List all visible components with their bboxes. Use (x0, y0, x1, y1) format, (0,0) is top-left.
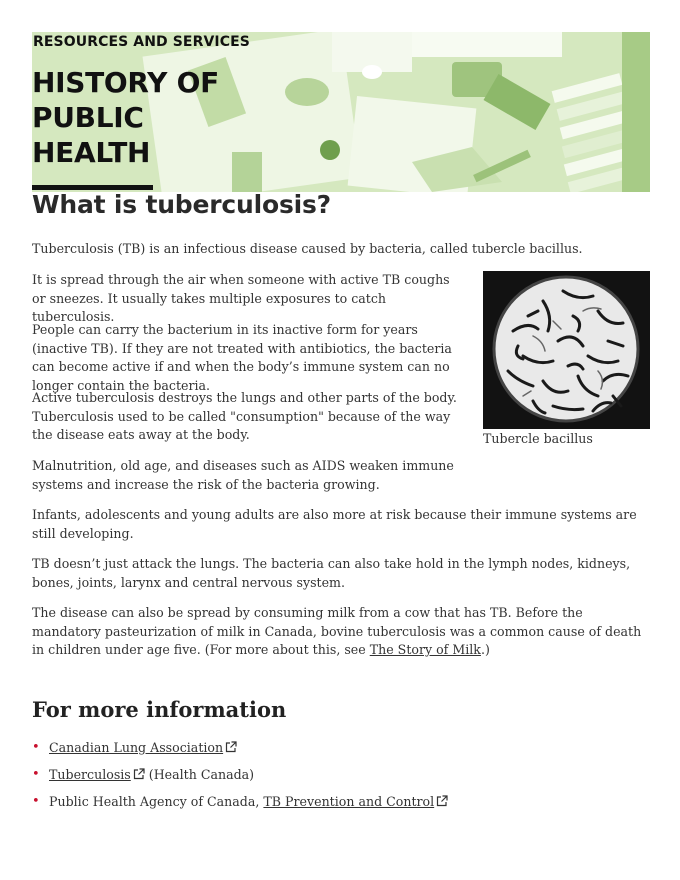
paragraph: Tuberculosis (TB) is an infectious disease caused by bacteria, called tubercle bacillus. (32, 241, 583, 256)
external-link-icon[interactable] (133, 768, 145, 780)
tb-prevention-and-control-link[interactable]: TB Prevention and Control (263, 794, 435, 809)
list-item (32, 766, 448, 793)
hero-title-line: HEALTH (32, 136, 151, 169)
page-heading: What is tuberculosis? (32, 190, 331, 219)
hero-banner (32, 32, 650, 192)
milk-paragraph-text: The disease can also be spread by consuming milk from a cow that has TB. Before the mandatory pasteurization of milk in Canada, bovine tuberculosis was a common cause of death in children under age five. (For more about this, see (32, 605, 642, 657)
list-item-suffix: (Health Canada) (144, 767, 255, 782)
story-of-milk-link[interactable]: The Story of Milk (369, 642, 481, 657)
paragraph: Infants, adolescents and young adults are also more at risk because their immune systems are still developing. (32, 507, 637, 541)
tuberculosis-link[interactable]: Tuberculosis (49, 767, 131, 782)
list-item (32, 793, 448, 820)
external-link-icon[interactable] (225, 741, 237, 753)
milk-paragraph (32, 604, 647, 660)
external-link-icon[interactable] (436, 795, 448, 807)
more-info-heading: For more information (32, 697, 287, 722)
milk-paragraph-end: .) (480, 642, 490, 657)
figure-caption: Tubercle bacillus (483, 431, 593, 446)
hero-title (32, 65, 232, 170)
bullet-icon: • (32, 794, 40, 809)
paragraph: Malnutrition, old age, and diseases such as AIDS weaken immune systems and increase the risk of the bacteria growing. (32, 458, 454, 492)
list-item (32, 739, 448, 766)
hero-title-line: HISTORY OF (32, 66, 219, 99)
paragraph: People can carry the bacterium in its inactive form for years (inactive TB). If they are not treated with antibiotics, the bacteria can become active if and when the body’s immune system can no longer contain the bacteria. (32, 322, 452, 393)
paragraph: Active tuberculosis destroys the lungs and other parts of the body. Tuberculosis used to be called "consumption" because of the way the disease eats away at the body. (32, 390, 457, 442)
list-item-prefix: Public Health Agency of Canada, (49, 794, 264, 809)
bullet-icon: • (32, 767, 40, 782)
canadian-lung-association-link[interactable]: Canadian Lung Association (49, 740, 224, 755)
hero-eyebrow: RESOURCES AND SERVICES (33, 34, 250, 50)
tubercle-bacillus-image (483, 271, 650, 429)
more-info-list (32, 739, 448, 820)
bullet-icon: • (32, 740, 40, 755)
hero-title-line: PUBLIC (32, 101, 144, 134)
paragraph: TB doesn’t just attack the lungs. The bacteria can also take hold in the lymph nodes, kidneys, bones, joints, larynx and central nervous system. (32, 556, 631, 590)
paragraph: It is spread through the air when someone with active TB coughs or sneezes. It usually takes multiple exposures to catch tuberculosis. (32, 272, 450, 324)
